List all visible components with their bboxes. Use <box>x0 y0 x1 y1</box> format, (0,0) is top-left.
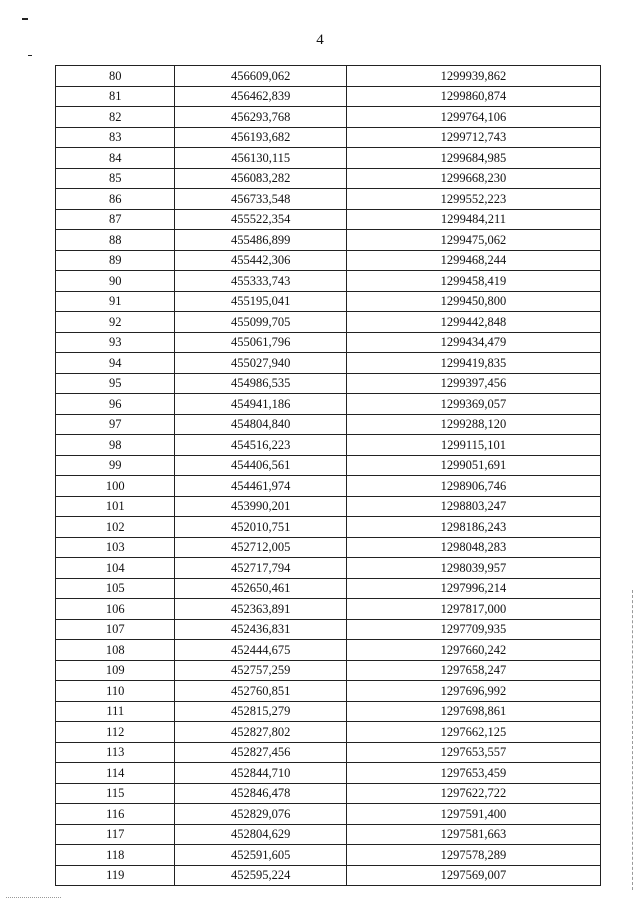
point-number-cell: 87 <box>56 209 175 230</box>
x-coordinate-cell: 456293,768 <box>175 107 346 128</box>
table-row <box>56 537 601 558</box>
y-coordinate-cell: 1299115,101 <box>346 435 600 456</box>
point-number-cell: 94 <box>56 353 175 374</box>
table-row <box>56 312 601 333</box>
y-coordinate-cell: 1299484,211 <box>346 209 600 230</box>
point-number-cell: 89 <box>56 250 175 271</box>
table-row <box>56 148 601 169</box>
x-coordinate-cell: 452827,456 <box>175 742 346 763</box>
y-coordinate-cell: 1299442,848 <box>346 312 600 333</box>
point-number-cell: 92 <box>56 312 175 333</box>
point-number-cell: 118 <box>56 845 175 866</box>
x-coordinate-cell: 455099,705 <box>175 312 346 333</box>
point-number-cell: 112 <box>56 722 175 743</box>
x-coordinate-cell: 454804,840 <box>175 414 346 435</box>
y-coordinate-cell: 1298803,247 <box>346 496 600 517</box>
table-row <box>56 332 601 353</box>
point-number-cell: 116 <box>56 804 175 825</box>
y-coordinate-cell: 1299684,985 <box>346 148 600 169</box>
table-row <box>56 66 601 87</box>
x-coordinate-cell: 454516,223 <box>175 435 346 456</box>
point-number-cell: 99 <box>56 455 175 476</box>
y-coordinate-cell: 1298186,243 <box>346 517 600 538</box>
table-row <box>56 435 601 456</box>
point-number-cell: 102 <box>56 517 175 538</box>
y-coordinate-cell: 1297653,557 <box>346 742 600 763</box>
x-coordinate-cell: 452363,891 <box>175 599 346 620</box>
y-coordinate-cell: 1297653,459 <box>346 763 600 784</box>
page-number: 4 <box>316 32 324 48</box>
y-coordinate-cell: 1297817,000 <box>346 599 600 620</box>
table-row <box>56 865 601 886</box>
y-coordinate-cell: 1297622,722 <box>346 783 600 804</box>
y-coordinate-cell: 1297996,214 <box>346 578 600 599</box>
x-coordinate-cell: 455486,899 <box>175 230 346 251</box>
point-number-cell: 106 <box>56 599 175 620</box>
point-number-cell: 107 <box>56 619 175 640</box>
point-number-cell: 110 <box>56 681 175 702</box>
x-coordinate-cell: 452815,279 <box>175 701 346 722</box>
table-row <box>56 783 601 804</box>
point-number-cell: 86 <box>56 189 175 210</box>
x-coordinate-cell: 456130,115 <box>175 148 346 169</box>
point-number-cell: 103 <box>56 537 175 558</box>
scan-mark <box>28 55 32 56</box>
y-coordinate-cell: 1299475,062 <box>346 230 600 251</box>
x-coordinate-cell: 452829,076 <box>175 804 346 825</box>
table-row <box>56 496 601 517</box>
point-number-cell: 82 <box>56 107 175 128</box>
point-number-cell: 93 <box>56 332 175 353</box>
x-coordinate-cell: 454461,974 <box>175 476 346 497</box>
point-number-cell: 98 <box>56 435 175 456</box>
table-row <box>56 476 601 497</box>
x-coordinate-cell: 452010,751 <box>175 517 346 538</box>
point-number-cell: 81 <box>56 86 175 107</box>
y-coordinate-cell: 1299051,691 <box>346 455 600 476</box>
point-number-cell: 115 <box>56 783 175 804</box>
table-row <box>56 845 601 866</box>
x-coordinate-cell: 452827,802 <box>175 722 346 743</box>
table-row <box>56 742 601 763</box>
x-coordinate-cell: 452712,005 <box>175 537 346 558</box>
point-number-cell: 85 <box>56 168 175 189</box>
table-row <box>56 558 601 579</box>
x-coordinate-cell: 452844,710 <box>175 763 346 784</box>
point-number-cell: 90 <box>56 271 175 292</box>
x-coordinate-cell: 454406,561 <box>175 455 346 476</box>
table-row <box>56 291 601 312</box>
y-coordinate-cell: 1299450,800 <box>346 291 600 312</box>
y-coordinate-cell: 1299434,479 <box>346 332 600 353</box>
x-coordinate-cell: 456609,062 <box>175 66 346 87</box>
y-coordinate-cell: 1299458,419 <box>346 271 600 292</box>
table-row <box>56 168 601 189</box>
table-row <box>56 578 601 599</box>
y-coordinate-cell: 1299939,862 <box>346 66 600 87</box>
point-number-cell: 83 <box>56 127 175 148</box>
table-row <box>56 394 601 415</box>
y-coordinate-cell: 1297696,992 <box>346 681 600 702</box>
point-number-cell: 96 <box>56 394 175 415</box>
scan-mark <box>22 18 28 20</box>
y-coordinate-cell: 1297698,861 <box>346 701 600 722</box>
x-coordinate-cell: 456733,548 <box>175 189 346 210</box>
scan-edge-strip <box>632 590 635 890</box>
table-row <box>56 107 601 128</box>
point-number-cell: 108 <box>56 640 175 661</box>
point-number-cell: 111 <box>56 701 175 722</box>
table-row <box>56 373 601 394</box>
point-number-cell: 104 <box>56 558 175 579</box>
x-coordinate-cell: 456083,282 <box>175 168 346 189</box>
table-row <box>56 414 601 435</box>
table-row <box>56 660 601 681</box>
table-row <box>56 804 601 825</box>
table-row <box>56 127 601 148</box>
x-coordinate-cell: 455333,743 <box>175 271 346 292</box>
x-coordinate-cell: 452804,629 <box>175 824 346 845</box>
table-row <box>56 271 601 292</box>
y-coordinate-cell: 1297658,247 <box>346 660 600 681</box>
x-coordinate-cell: 452757,259 <box>175 660 346 681</box>
y-coordinate-cell: 1298039,957 <box>346 558 600 579</box>
x-coordinate-cell: 456193,682 <box>175 127 346 148</box>
x-coordinate-cell: 453990,201 <box>175 496 346 517</box>
point-number-cell: 119 <box>56 865 175 886</box>
table-row <box>56 517 601 538</box>
coordinates-table-body <box>56 66 601 886</box>
x-coordinate-cell: 455027,940 <box>175 353 346 374</box>
y-coordinate-cell: 1297662,125 <box>346 722 600 743</box>
table-row <box>56 209 601 230</box>
y-coordinate-cell: 1297581,663 <box>346 824 600 845</box>
point-number-cell: 84 <box>56 148 175 169</box>
point-number-cell: 114 <box>56 763 175 784</box>
y-coordinate-cell: 1299288,120 <box>346 414 600 435</box>
table-row <box>56 722 601 743</box>
x-coordinate-cell: 452591,605 <box>175 845 346 866</box>
point-number-cell: 100 <box>56 476 175 497</box>
y-coordinate-cell: 1297591,400 <box>346 804 600 825</box>
x-coordinate-cell: 456462,839 <box>175 86 346 107</box>
point-number-cell: 117 <box>56 824 175 845</box>
x-coordinate-cell: 452760,851 <box>175 681 346 702</box>
x-coordinate-cell: 455061,796 <box>175 332 346 353</box>
table-row <box>56 189 601 210</box>
y-coordinate-cell: 1299397,456 <box>346 373 600 394</box>
point-number-cell: 113 <box>56 742 175 763</box>
point-number-cell: 80 <box>56 66 175 87</box>
table-row <box>56 763 601 784</box>
x-coordinate-cell: 454986,535 <box>175 373 346 394</box>
table-row <box>56 701 601 722</box>
y-coordinate-cell: 1299668,230 <box>346 168 600 189</box>
point-number-cell: 88 <box>56 230 175 251</box>
y-coordinate-cell: 1297709,935 <box>346 619 600 640</box>
table-row <box>56 86 601 107</box>
point-number-cell: 91 <box>56 291 175 312</box>
table-row <box>56 353 601 374</box>
table-row <box>56 250 601 271</box>
y-coordinate-cell: 1298906,746 <box>346 476 600 497</box>
x-coordinate-cell: 452595,224 <box>175 865 346 886</box>
point-number-cell: 97 <box>56 414 175 435</box>
scan-bottom-marks <box>6 897 61 898</box>
x-coordinate-cell: 455195,041 <box>175 291 346 312</box>
x-coordinate-cell: 455522,354 <box>175 209 346 230</box>
table-row <box>56 640 601 661</box>
y-coordinate-cell: 1299369,057 <box>346 394 600 415</box>
x-coordinate-cell: 452436,831 <box>175 619 346 640</box>
x-coordinate-cell: 452650,461 <box>175 578 346 599</box>
y-coordinate-cell: 1299552,223 <box>346 189 600 210</box>
point-number-cell: 105 <box>56 578 175 599</box>
y-coordinate-cell: 1299468,244 <box>346 250 600 271</box>
table-row <box>56 619 601 640</box>
table-row <box>56 824 601 845</box>
table-row <box>56 230 601 251</box>
x-coordinate-cell: 455442,306 <box>175 250 346 271</box>
point-number-cell: 101 <box>56 496 175 517</box>
x-coordinate-cell: 452717,794 <box>175 558 346 579</box>
table-row <box>56 455 601 476</box>
y-coordinate-cell: 1299712,743 <box>346 127 600 148</box>
y-coordinate-cell: 1297578,289 <box>346 845 600 866</box>
table-row <box>56 599 601 620</box>
x-coordinate-cell: 452444,675 <box>175 640 346 661</box>
y-coordinate-cell: 1299860,874 <box>346 86 600 107</box>
x-coordinate-cell: 452846,478 <box>175 783 346 804</box>
coordinates-table <box>55 65 601 886</box>
y-coordinate-cell: 1299419,835 <box>346 353 600 374</box>
point-number-cell: 109 <box>56 660 175 681</box>
y-coordinate-cell: 1297660,242 <box>346 640 600 661</box>
table-row <box>56 681 601 702</box>
x-coordinate-cell: 454941,186 <box>175 394 346 415</box>
y-coordinate-cell: 1298048,283 <box>346 537 600 558</box>
y-coordinate-cell: 1299764,106 <box>346 107 600 128</box>
point-number-cell: 95 <box>56 373 175 394</box>
y-coordinate-cell: 1297569,007 <box>346 865 600 886</box>
